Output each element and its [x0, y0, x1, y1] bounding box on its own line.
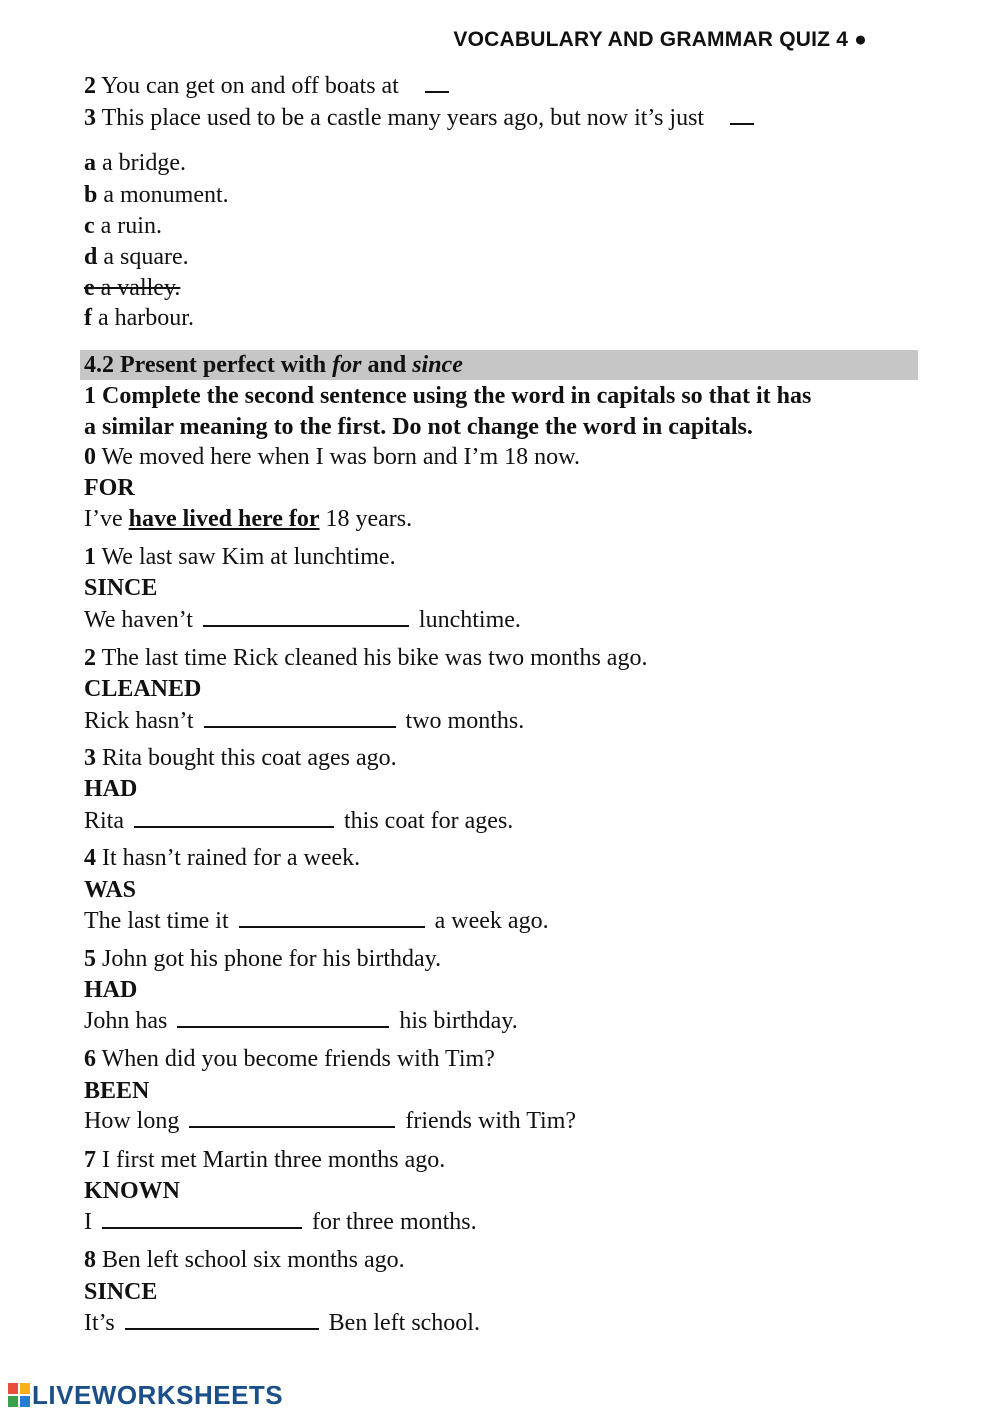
keyword: HAD — [84, 977, 138, 1003]
page-header: VOCABULARY AND GRAMMAR QUIZ 4 ● — [453, 28, 867, 51]
answer-blank[interactable] — [203, 605, 409, 627]
answer-blank[interactable] — [239, 906, 425, 928]
answer-blank[interactable] — [134, 806, 334, 828]
instruction: a similar meaning to the first. Do not change the word in capitals. — [84, 414, 753, 440]
answer-blank[interactable] — [177, 1006, 389, 1028]
option-item-crossed: e a valley. — [84, 275, 181, 301]
matching-question: 3 This place used to be a castle many years ago, but now it’s just — [84, 103, 754, 133]
answer-blank[interactable] — [189, 1106, 395, 1128]
matching-question: 2 You can get on and off boats at — [84, 71, 449, 101]
example-answer: have lived here for — [128, 506, 320, 532]
example-keyword: FOR — [84, 475, 135, 501]
liveworksheets-logo[interactable]: LIVEWORKSHEETS — [8, 1380, 283, 1411]
answer-blank[interactable] — [102, 1207, 302, 1229]
answer-blank[interactable] — [730, 103, 754, 125]
keyword: BEEN — [84, 1078, 150, 1104]
answer-blank[interactable] — [204, 706, 396, 728]
keyword: SINCE — [84, 1279, 158, 1305]
option-item: f a harbour. — [84, 305, 194, 331]
keyword: SINCE — [84, 575, 158, 601]
keyword: CLEANED — [84, 676, 202, 702]
keyword: KNOWN — [84, 1178, 180, 1204]
option-item: b a monument. — [84, 182, 229, 208]
section-title: 4.2 Present perfect with for and since — [84, 352, 463, 378]
option-item: d a square. — [84, 244, 189, 270]
option-item: a a bridge. — [84, 150, 186, 176]
example-answer-line: I’ve have lived here for 18 years. — [84, 506, 413, 532]
keyword: HAD — [84, 776, 138, 802]
answer-blank[interactable] — [125, 1308, 319, 1330]
answer-blank[interactable] — [425, 71, 449, 93]
liveworksheets-icon — [8, 1383, 30, 1407]
option-item: c a ruin. — [84, 213, 162, 239]
instruction: 1 Complete the second sentence using the word in capitals so that it has — [84, 383, 812, 409]
keyword: WAS — [84, 877, 137, 903]
example-sentence: 0 We moved here when I was born and I’m 18 now. — [84, 444, 580, 470]
